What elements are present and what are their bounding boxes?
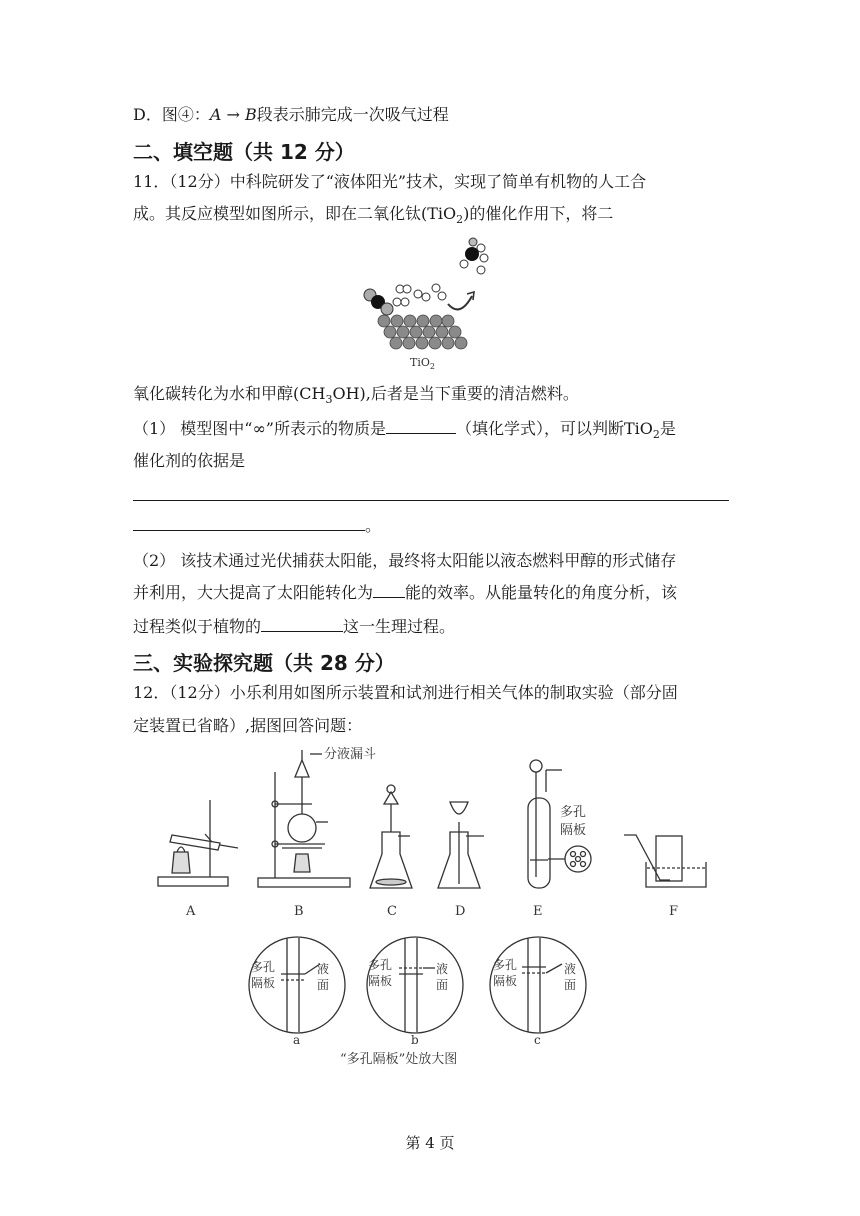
- apparatus-d-icon: [438, 802, 484, 888]
- plate-label-1: 多孔: [560, 805, 587, 820]
- q11-line-3-b: OH),后者是当下重要的清洁燃料。: [332, 384, 579, 403]
- q11-sub1-sub: 2: [652, 428, 660, 442]
- catalyst-model-figure: [360, 232, 510, 377]
- plate-label-2: 隔板: [560, 823, 587, 838]
- zoom-a-left-1: 多孔: [251, 960, 276, 974]
- apparatus-a-icon: [158, 800, 238, 886]
- option-d-math: A → B: [209, 105, 257, 124]
- zoom-a-left-2: 隔板: [251, 976, 276, 990]
- zoom-b-left-2: 隔板: [368, 974, 393, 988]
- apparatus-label-a: A: [186, 904, 196, 919]
- q11-line-1: 11．（12分）中科院研发了“液体阳光”技术，实现了简单有机物的人工合: [133, 172, 647, 191]
- apparatus-label-d: D: [455, 904, 466, 919]
- zoom-b-left-1: 多孔: [368, 958, 393, 972]
- reaction-arrow-icon: [448, 296, 472, 309]
- option-d: [133, 105, 449, 125]
- answer-blank-process[interactable]: [261, 617, 343, 632]
- apparatus-label-c: C: [387, 904, 397, 919]
- q11-line-2-b: )的催化作用下，将二: [463, 204, 614, 223]
- q11-sub1-line-2: 催化剂的依据是: [133, 451, 246, 470]
- answer-blank-catalyst-reason[interactable]: [133, 500, 729, 501]
- funnel-label: 分液漏斗: [324, 747, 377, 762]
- page-number: 第 4 页: [405, 1134, 455, 1152]
- q11-sub2-line-3: [133, 617, 455, 637]
- q12-line-1: 12．（12分）小乐利用如图所示装置和试剂进行相关气体的制取实验（部分固: [133, 683, 678, 702]
- q11-sub2-line-1: （2） 该技术通过光伏捕获太阳能，最终将太阳能以液态燃料甲醇的形式储存: [133, 551, 677, 570]
- zoom-b-right-1: 液: [436, 962, 449, 976]
- q11-sub2-line-2: [133, 583, 677, 603]
- q11-line-3-sub: 3: [325, 393, 333, 407]
- q11-line-2-a: 成。其反应模型如图所示，即在二氧化钛(TiO: [133, 204, 457, 223]
- q11-sub2-line-2-a: 并利用，大大提高了太阳能转化为: [133, 583, 374, 602]
- answer-blank-energy[interactable]: [373, 583, 405, 598]
- tio2-surface-icon: [378, 315, 467, 349]
- zoom-a-right-1: 液: [317, 962, 330, 976]
- q11-sub1-line-1: [133, 419, 676, 445]
- zoom-a-right-2: 面: [317, 978, 330, 992]
- co2-molecule-icon: [364, 289, 393, 315]
- answer-blank-catalyst-reason-cont[interactable]: [133, 516, 365, 531]
- methanol-molecule-icon: [460, 238, 488, 274]
- q11-sub1-line-3: [133, 516, 381, 536]
- apparatus-figure: [150, 742, 720, 1072]
- zoom-caption: “多孔隔板”处放大图: [340, 1052, 458, 1067]
- answer-blank-formula[interactable]: [386, 419, 456, 434]
- apparatus-b-icon: [258, 750, 350, 887]
- tio2-label: TiO$_2$: [410, 356, 435, 371]
- zoom-c-left-2: 隔板: [493, 974, 518, 988]
- zoom-c-right-1: 液: [564, 962, 577, 976]
- q11-line-2: [133, 204, 613, 230]
- section-2-title: 二、填空题（共 12 分）: [133, 140, 355, 164]
- zoom-b-right-2: 面: [436, 978, 449, 992]
- section-3-title: 三、实验探究题（共 28 分）: [133, 651, 395, 675]
- q11-sub1-a: （1） 模型图中“∞”所表示的物质是: [133, 419, 386, 438]
- zoom-label-a: a: [293, 1033, 301, 1047]
- apparatus-f-icon: [624, 835, 706, 887]
- q11-sub1-c: 是: [659, 419, 676, 438]
- apparatus-label-e: E: [533, 904, 543, 919]
- q11-line-3: [133, 384, 579, 410]
- apparatus-c-icon: [370, 785, 412, 888]
- q11-sub2-line-2-b: 能的效率。从能量转化的角度分析，该: [405, 583, 678, 602]
- q11-line-2-sub: 2: [456, 213, 464, 227]
- q11-sub2-line-3-b: 这一生理过程。: [343, 617, 456, 636]
- apparatus-label-b: B: [294, 904, 304, 919]
- apparatus-label-f: F: [669, 904, 679, 919]
- small-molecules-icon: [393, 284, 446, 306]
- q11-line-3-a: 氧化碳转化为水和甲醇(CH: [133, 384, 326, 403]
- option-d-text: 段表示肺完成一次吸气过程: [256, 105, 449, 124]
- zoom-label-b: b: [411, 1033, 419, 1047]
- zoom-c-right-2: 面: [564, 978, 577, 992]
- q12-line-2: 定装置已省略）,据图回答问题：: [133, 716, 363, 735]
- zoom-c-left-1: 多孔: [493, 958, 518, 972]
- q11-sub1-b: （填化学式），可以判断TiO: [455, 419, 653, 438]
- zoom-label-c: c: [534, 1033, 541, 1047]
- q11-sub1-end: 。: [365, 516, 382, 535]
- q11-sub2-line-3-a: 过程类似于植物的: [133, 617, 262, 636]
- option-d-label: D．图④：: [133, 105, 210, 124]
